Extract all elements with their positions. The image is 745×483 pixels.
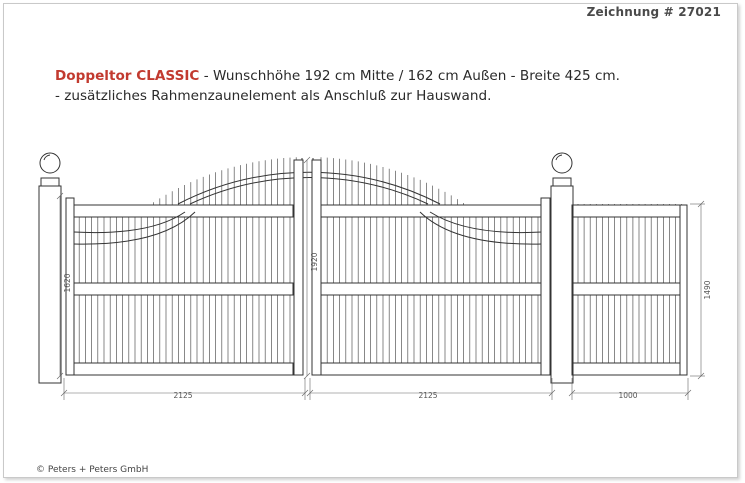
- dim-right-gate-width: 2125: [418, 391, 438, 400]
- gate-rail-right: [320, 363, 542, 375]
- arch-inner-rail: [190, 177, 428, 204]
- fence-rail: [572, 205, 687, 217]
- fence-end-stile: [680, 205, 687, 375]
- gate-rail-left: [74, 363, 293, 375]
- drawing-number: Zeichnung # 27021: [586, 5, 721, 19]
- gate-rail-right: [320, 205, 542, 217]
- right-post-cap: [553, 178, 571, 186]
- left-post: [39, 186, 61, 383]
- left-post-ball: [40, 153, 60, 173]
- copyright-text: © Peters + Peters GmbH: [36, 465, 149, 475]
- gate-rail-right: [320, 283, 542, 295]
- gate-rail-left: [74, 205, 293, 217]
- description-line-1-rest: - Wunschhöhe 192 cm Mitte / 162 cm Außen - Breite 425 cm.: [199, 68, 620, 84]
- gate-rail-left: [74, 283, 293, 295]
- center-stile-left: [294, 160, 303, 375]
- dim-left-gate-width: 2125: [173, 391, 193, 400]
- gate-pickets: [73, 157, 682, 372]
- fence-rail: [572, 363, 687, 375]
- product-name: Doppeltor CLASSIC: [55, 68, 200, 84]
- dim-outer-height: 1620: [63, 273, 72, 293]
- dim-center-height: 1920: [310, 252, 319, 272]
- right-post: [551, 186, 573, 383]
- left-post-cap: [41, 178, 59, 186]
- description-line-2: - zusätzliches Rahmenzaunelement als Anschluß zur Hauswand.: [55, 88, 492, 104]
- right-gate-stile: [541, 198, 550, 375]
- fence-rail: [572, 283, 687, 295]
- right-post-ball: [552, 153, 572, 173]
- gate-structure: [39, 153, 687, 383]
- dim-fence-width: 1000: [618, 391, 638, 400]
- dim-fence-height: 1490: [703, 280, 712, 300]
